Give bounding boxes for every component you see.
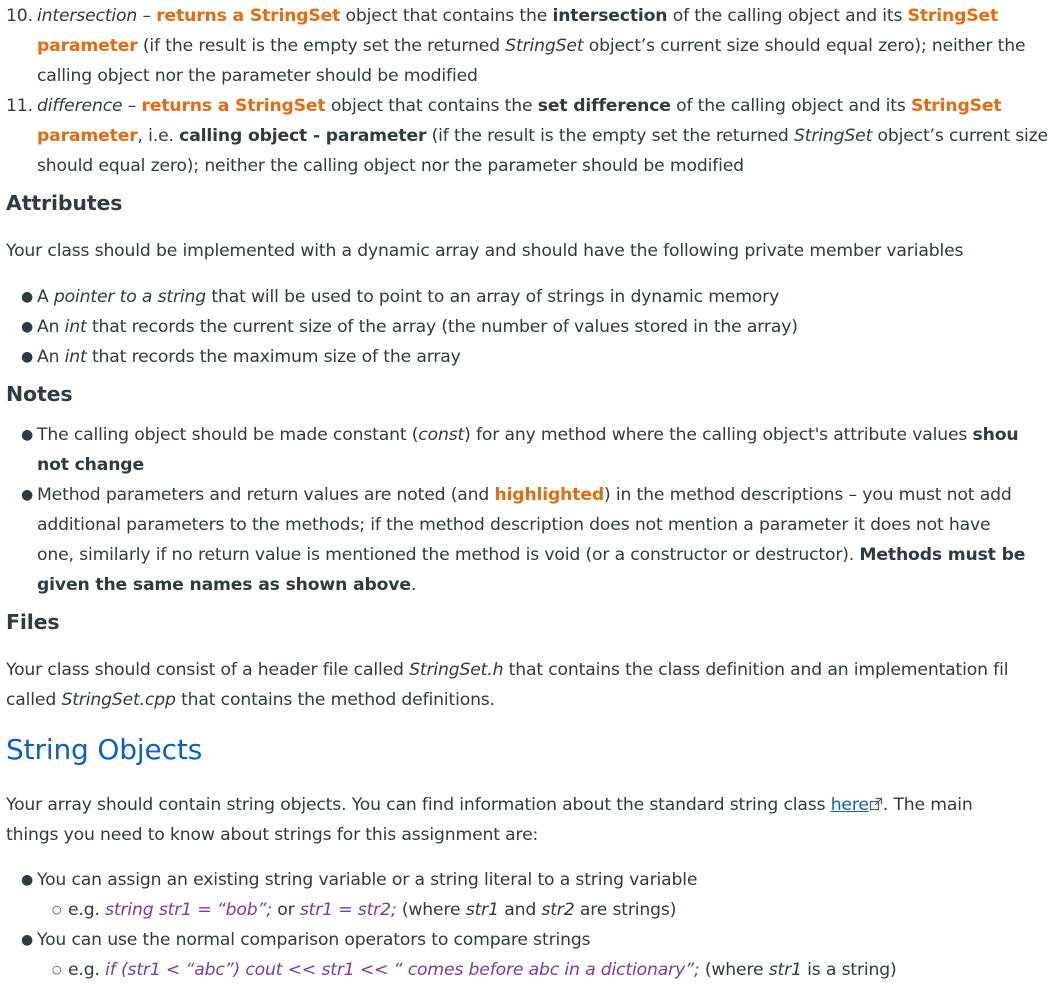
note-item-line3 <box>37 543 1025 567</box>
text: that contains the method definitions. <box>175 690 495 710</box>
text: one, similarly if no return value is mentioned the method is void (or a constructor or destructor). <box>37 545 860 565</box>
text: Method parameters and return values are noted (and <box>37 485 495 505</box>
note-item-line2: additional parameters to the methods; if the method description does not mention a parameter it does not have <box>37 515 991 535</box>
external-link-icon[interactable] <box>869 797 883 811</box>
italic-term: str1 <box>465 900 499 920</box>
files-heading: Files <box>6 610 60 634</box>
italic-term: str2 <box>541 900 575 920</box>
code-snippet: str1 = str2; <box>299 900 397 920</box>
text: that contains the class definition and an implementation fil <box>503 660 1009 680</box>
italic-term: pointer to a string <box>53 287 207 307</box>
note-item-line1 <box>37 483 1012 507</box>
code-snippet: if (str1 < “abc”) cout << str1 << “ comes before abc in a dictionary”; <box>105 960 700 980</box>
text: (where <box>699 960 769 980</box>
here-link[interactable]: here <box>830 795 869 815</box>
italic-term: int <box>64 347 87 367</box>
param-highlight: parameter <box>37 36 138 56</box>
string-rule-item: You can use the normal comparison operators to compare strings <box>37 930 591 950</box>
files-line1 <box>6 658 1008 682</box>
string-rule-item: You can assign an existing string variable or a string literal to a string variable <box>37 870 698 890</box>
italic-term: StringSet.h <box>409 660 504 680</box>
text: and <box>498 900 542 920</box>
bullet-dot: ● <box>21 319 34 335</box>
italic-term: str1 <box>768 960 802 980</box>
text: object’s current size should equal zero); neither the <box>583 36 1026 56</box>
attribute-item <box>37 345 461 369</box>
text: (if the result is the empty set the returned <box>426 126 794 146</box>
method-name: difference <box>37 96 123 116</box>
text: . <box>410 575 417 595</box>
text: Your class should consist of a header file called <box>6 660 410 680</box>
dash: – <box>122 96 142 116</box>
italic-term: StringSet <box>794 126 873 146</box>
text: that records the maximum size of the array <box>86 347 461 367</box>
text: object that contains the <box>325 96 538 116</box>
bold-term: set difference <box>537 96 671 116</box>
method-intersection-line3: calling object nor the parameter should be modified <box>37 66 478 86</box>
files-line2 <box>6 688 495 712</box>
bold-term: intersection <box>552 6 668 26</box>
bullet-dot: ● <box>21 872 34 888</box>
text: that records the current size of the array (the number of values stored in the array) <box>86 317 798 337</box>
highlighted-word: highlighted <box>494 485 604 505</box>
text: is a string) <box>801 960 897 980</box>
method-intersection-line2 <box>37 34 1025 58</box>
sub-bullet-circle: ○ <box>52 963 62 976</box>
text: e.g. <box>68 960 106 980</box>
method-difference-line1 <box>37 94 1001 118</box>
text: are strings) <box>574 900 677 920</box>
notes-heading: Notes <box>6 382 73 406</box>
text: The calling object should be made constant ( <box>37 425 419 445</box>
dash: – <box>137 6 157 26</box>
string-example <box>68 958 897 982</box>
bold-term: shou <box>972 425 1019 445</box>
text: object’s current size <box>872 126 1048 146</box>
sub-bullet-circle: ○ <box>52 903 62 916</box>
text: An <box>37 317 65 337</box>
text: (where <box>396 900 466 920</box>
text: that will be used to point to an array of strings in dynamic memory <box>206 287 780 307</box>
italic-term: StringSet <box>505 36 584 56</box>
string-example <box>68 898 676 922</box>
code-snippet: string str1 = “bob”; <box>105 900 272 920</box>
note-item-line1 <box>37 423 1018 447</box>
text: called <box>6 690 62 710</box>
text: of the calling object and its <box>670 96 912 116</box>
bold-term: Methods must be <box>859 545 1026 565</box>
text: e.g. <box>68 900 106 920</box>
string-objects-heading: String Objects <box>6 733 203 766</box>
text: Your array should contain string objects. You can find information about the standard string class <box>6 795 831 815</box>
italic-term: const <box>418 425 465 445</box>
attributes-intro: Your class should be implemented with a dynamic array and should have the following private member variables <box>6 241 964 261</box>
string-objects-para-line1 <box>6 793 973 817</box>
list-number: 10. <box>6 6 33 26</box>
bullet-dot: ● <box>21 932 34 948</box>
attributes-heading: Attributes <box>6 191 123 215</box>
text: , i.e. <box>137 126 180 146</box>
attribute-item <box>37 315 798 339</box>
text: ) in the method descriptions – you must not add <box>604 485 1012 505</box>
type-highlight: StringSet <box>907 6 999 26</box>
text: A <box>37 287 54 307</box>
bullet-dot: ● <box>21 289 34 305</box>
italic-term: int <box>64 317 87 337</box>
return-highlight: returns a StringSet <box>141 96 326 116</box>
italic-term: StringSet.cpp <box>61 690 176 710</box>
method-difference-line3: should equal zero); neither the calling object nor the parameter should be modified <box>37 156 744 176</box>
note-item-line4 <box>37 573 416 597</box>
text: ) for any method where the calling object's attribute values <box>464 425 973 445</box>
note-item-line2: not change <box>37 455 144 475</box>
text: or <box>271 900 300 920</box>
text: (if the result is the empty set the returned <box>137 36 506 56</box>
bullet-dot: ● <box>21 487 34 503</box>
text: An <box>37 347 65 367</box>
attribute-item <box>37 285 779 309</box>
text: . The main <box>882 795 973 815</box>
string-objects-para-line2: things you need to know about strings for this assignment are: <box>6 825 539 845</box>
bullet-dot: ● <box>21 427 34 443</box>
type-highlight: StringSet <box>911 96 1002 116</box>
return-highlight: returns a StringSet <box>156 6 341 26</box>
method-name: intersection <box>37 6 138 26</box>
list-number: 11. <box>6 96 33 116</box>
text: object that contains the <box>340 6 553 26</box>
bold-term: given the same names as shown above <box>37 575 411 595</box>
method-intersection-line1 <box>37 4 998 28</box>
method-difference-line2 <box>37 124 1048 148</box>
param-highlight: parameter <box>37 126 138 146</box>
bullet-dot: ● <box>21 349 34 365</box>
text: of the calling object and its <box>667 6 908 26</box>
bold-term: calling object - parameter <box>179 126 427 146</box>
